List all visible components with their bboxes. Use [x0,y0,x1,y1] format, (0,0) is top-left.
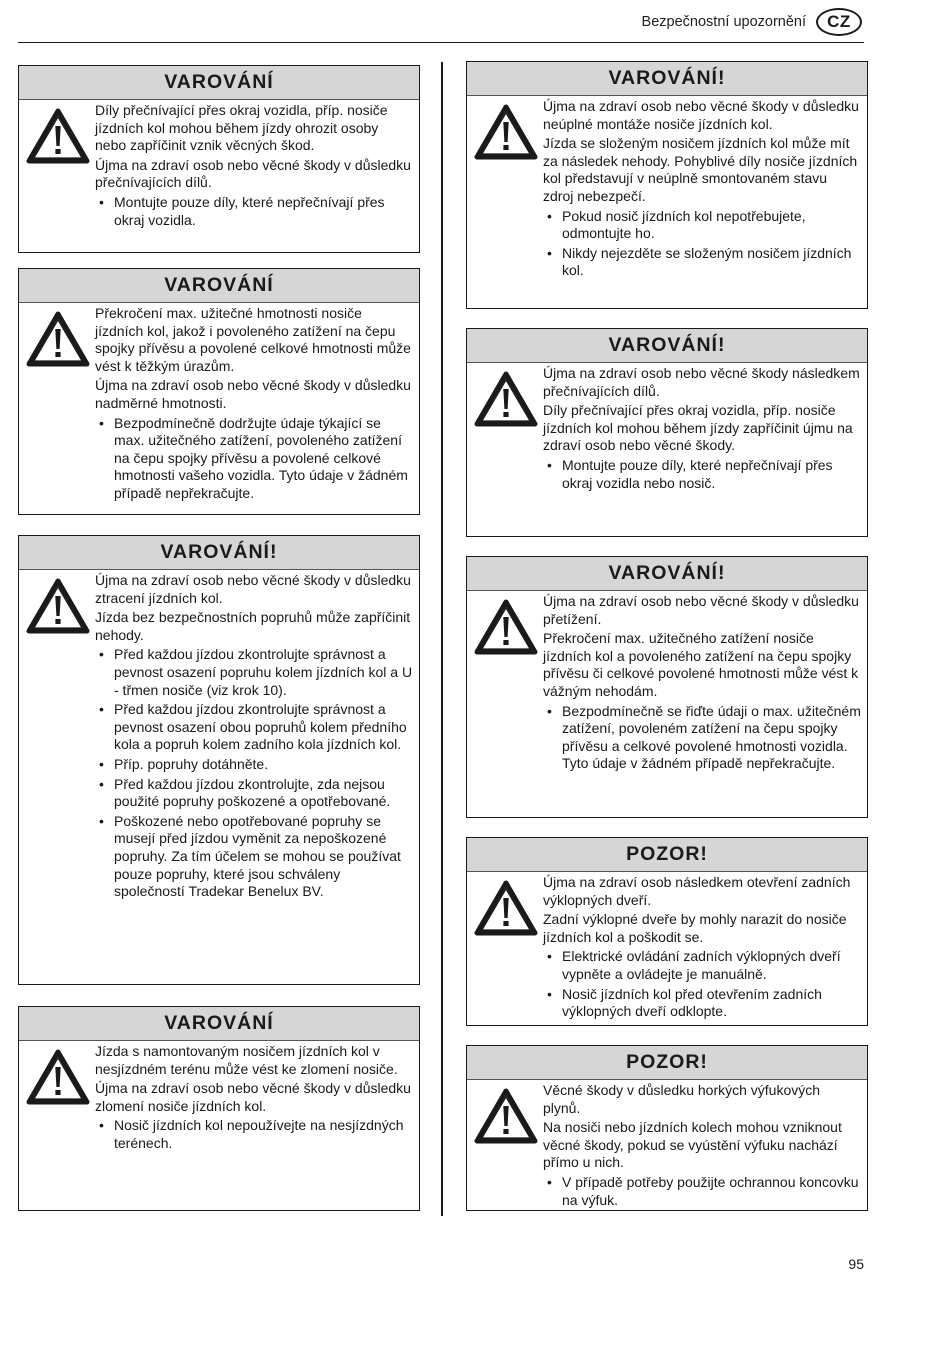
box-title: POZOR! [467,838,867,872]
instruction-list [543,208,861,280]
box-content [19,570,419,909]
warning-triangle-icon [26,1049,90,1105]
caution-box [466,1045,868,1211]
instruction-list [95,415,413,503]
instruction-list [95,1117,413,1152]
instruction-item: • Bezpodmínečně se řiďte údaji o max. užitečném zatížení, povoleném zatížení na čepu spojky přívěsu a celkové povolené hmotnosti vozidla. Tyto údaje v žádném případě nepřekračujte. [543,703,861,773]
warning-box [18,535,420,985]
box-paragraph: Újma na zdraví osob nebo věcné škody v důsledku přetížení. [543,593,859,627]
box-paragraph: Jízda bez bezpečnostních popruhů může zapříčinit nehody. [95,609,411,643]
language-badge: CZ [816,8,862,36]
box-paragraph: Na nosiči nebo jízdních kolech mohou vzniknout věcné škody, pokud se vyústění výfuku nachází přímo u nich. [543,1119,842,1171]
page-number: 95 [848,1256,864,1272]
page-header-title: Bezpečnostní upozornění [641,14,806,30]
header-divider [18,42,864,43]
box-paragraph: Újma na zdraví osob nebo věcné škody v důsledku nadměrné hmotnosti. [95,377,411,411]
instruction-item: • Nosič jízdních kol před otevřením zadních výklopných dveří odklopte. [543,986,861,1021]
box-paragraph: Újma na zdraví osob nebo věcné škody v důsledku zlomení nosiče jízdních kol. [95,1080,411,1114]
box-paragraph: Újma na zdraví osob následkem otevření zadních výklopných dveří. [543,874,851,908]
warning-triangle-icon [26,578,90,634]
warning-triangle-icon [474,371,538,427]
box-title: VAROVÁNÍ! [467,62,867,96]
warning-box [18,1006,420,1211]
warning-box [18,268,420,515]
box-title: VAROVÁNÍ [19,1007,419,1041]
box-paragraph: Překročení max. užitečné hmotnosti nosiče jízdních kol, jakož i povoleného zatížení na čepu spojky přívěsu a povolené celkové hmotnosti může vést k těžkým úrazům. [95,305,411,374]
box-content [19,303,419,511]
box-title: POZOR! [467,1046,867,1080]
box-paragraph: Jízda s namontovaným nosičem jízdních kol v nesjízdném terénu může vést ke zlomení nosiče. [95,1043,398,1077]
box-paragraph: Díly přečnívající přes okraj vozidla, příp. nosiče jízdních kol mohou během jízdy ohrozit osoby nebo zapříčinit vznik věcných škod. [95,102,388,154]
instruction-item: • Před každou jízdou zkontrolujte, zda nejsou použité popruhy poškozené a opotřebované. [95,776,413,811]
warning-triangle-icon [26,311,90,367]
warning-triangle-icon [474,880,538,936]
warning-triangle-icon [474,599,538,655]
caution-box [466,837,868,1026]
box-paragraph: Újma na zdraví osob nebo věcné škody v důsledku neúplné montáže nosiče jízdních kol. [543,98,859,132]
instruction-list [95,194,413,229]
warning-box [466,328,868,537]
instruction-list [543,948,861,1020]
box-paragraph: Újma na zdraví osob nebo věcné škody následkem přečnívajících dílů. [543,365,860,399]
box-content [19,1041,419,1161]
instruction-item: • Montujte pouze díly, které nepřečnívají přes okraj vozidla nebo nosič. [543,457,861,492]
box-content [467,872,867,1029]
box-paragraph: Překročení max. užitečného zatížení nosiče jízdních kol a povoleného zatížení na čepu spojky přívěsu či celkové povolené hmotnosti může vést k vážným nehodám. [543,630,859,699]
instruction-list [543,457,861,492]
instruction-item: • V případě potřeby použijte ochrannou koncovku na výfuk. [543,1174,861,1209]
instruction-item: • Elektrické ovládání zadních výklopných dveří vypněte a ovládejte je manuálně. [543,948,861,983]
box-title: VAROVÁNÍ! [467,557,867,591]
box-content [19,100,419,237]
warning-triangle-icon [26,108,90,164]
warning-box [466,61,868,309]
box-content [467,1080,867,1217]
box-title: VAROVÁNÍ! [467,329,867,363]
warning-triangle-icon [474,1088,538,1144]
instruction-item: • Montujte pouze díly, které nepřečnívají přes okraj vozidla. [95,194,413,229]
box-paragraph: Díly přečnívající přes okraj vozidla, příp. nosiče jízdních kol mohou během jízdy zapříčinit újmu na zdraví osob nebo věcné škody. [543,402,853,454]
box-paragraph: Jízda se složeným nosičem jízdních kol může mít za následek nehody. Pohyblivé díly nosiče jízdních kol představují v neúplně smontovaném stavu zdroj nebezpečí. [543,135,858,204]
instruction-item: • Pokud nosič jízdních kol nepotřebujete, odmontujte ho. [543,208,861,243]
box-paragraph: Věcné škody v důsledku horkých výfukových plynů. [543,1082,821,1116]
box-paragraph: Újma na zdraví osob nebo věcné škody v důsledku ztracení jízdních kol. [95,572,411,606]
warning-triangle-icon [474,104,538,160]
instruction-item: • Bezpodmínečně dodržujte údaje týkající se max. užitečného zatížení, povoleného zatížení na čepu spojky přívěsu a povolené celkové hmotnosti vašeho vozidla. Tyto údaje v žádném případě nepřekračujte. [95,415,413,503]
instruction-item: • Před každou jízdou zkontrolujte správnost a pevnost osazení obou popruhů kolem předního kola a popruh kolem zadního kola jízdních kol. [95,701,413,754]
box-title: VAROVÁNÍ [19,66,419,100]
instruction-item: • Příp. popruhy dotáhněte. [95,756,413,774]
box-content [467,591,867,781]
warning-box [18,65,420,253]
instruction-list [543,703,861,773]
instruction-list [543,1174,861,1209]
instruction-item: • Nikdy nejezděte se složeným nosičem jízdních kol. [543,245,861,280]
box-content [467,363,867,500]
instruction-item: • Nosič jízdních kol nepoužívejte na nesjízdných terénech. [95,1117,413,1152]
warning-box [466,556,868,818]
box-content [467,96,867,288]
box-title: VAROVÁNÍ! [19,536,419,570]
box-paragraph: Újma na zdraví osob nebo věcné škody v důsledku přečnívajících dílů. [95,156,411,191]
instruction-list [95,646,413,900]
instruction-item: • Před každou jízdou zkontrolujte správnost a pevnost osazení popruhu kolem jízdních kol a U - třmen nosiče (viz krok 10). [95,646,413,699]
box-title: VAROVÁNÍ [19,269,419,303]
instruction-item: • Poškozené nebo opotřebované popruhy se musejí před jízdou vyměnit za nepoškozené popruhy. Za tím účelem se mohou se používat pouze popruhy, které jsou schváleny společností Tradekar Benelux BV. [95,813,413,901]
column-divider [441,62,443,1216]
box-paragraph: Zadní výklopné dveře by mohly narazit do nosiče jízdních kol a poškodit se. [543,911,847,945]
